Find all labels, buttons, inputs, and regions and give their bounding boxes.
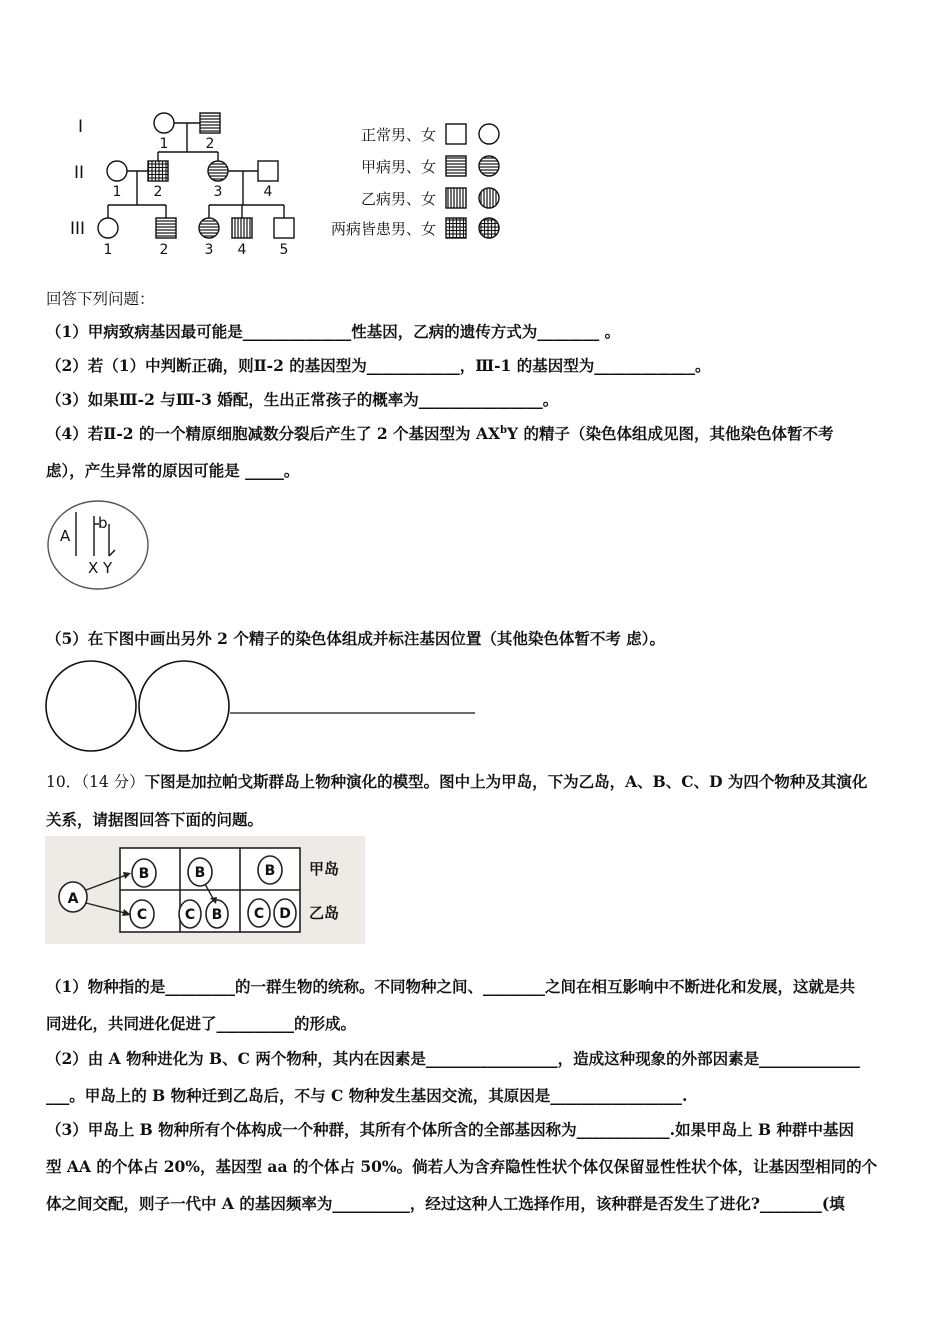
q9-part4: （4）若Ⅱ-2 的一个精原细胞减数分裂后产生了 2 个基因型为 $AX^bY$ 的精子（染色体组成见图，其他染色体暂不考 bbox=[46, 424, 834, 443]
species-D: D bbox=[279, 906, 291, 922]
ind-number: 2 bbox=[205, 136, 215, 152]
blank-cell-1[interactable] bbox=[46, 661, 136, 751]
I-2-male-disease-a bbox=[200, 113, 220, 133]
species-C: C bbox=[184, 907, 196, 923]
III-2-male-disease-a bbox=[156, 218, 176, 238]
chromosome-xy-label: X Y bbox=[88, 559, 113, 577]
drawing-area bbox=[44, 656, 480, 756]
q10-part2-line1: （2）由 A 物种进化为 B、C 两个物种，其内在因素是_________________，造成这种现象的外部因素是_____________ bbox=[46, 1049, 860, 1068]
blank-cell-2[interactable] bbox=[139, 661, 229, 751]
II-4-male-normal bbox=[258, 161, 278, 181]
ind-number: 1 bbox=[159, 136, 169, 152]
q9-part3: （3）如果Ⅲ-2 与Ⅲ-3 婚配，生出正常孩子的概率为________________。 bbox=[46, 390, 559, 409]
q9-intro: 回答下列问题： bbox=[46, 290, 155, 308]
legend-normal: 正常男、女 bbox=[360, 126, 436, 144]
species-C: C bbox=[136, 907, 148, 923]
sperm-cell-figure bbox=[46, 498, 152, 592]
gene-A-label: A bbox=[60, 527, 71, 545]
gen-label: II bbox=[74, 163, 85, 183]
ind-number: 2 bbox=[153, 184, 163, 200]
III-1-female-normal bbox=[98, 218, 118, 238]
ind-number: 4 bbox=[263, 184, 273, 200]
I-1-female-normal bbox=[154, 113, 174, 133]
gene-b-label: b bbox=[98, 514, 108, 532]
III-4-male-disease-b bbox=[232, 218, 252, 238]
island-bottom-label: 乙岛 bbox=[309, 904, 340, 922]
q9-part1: （1）甲病致病基因最可能是______________性基因，乙病的遗传方式为________ 。 bbox=[46, 322, 621, 341]
q10-stem-line1: 10．（14 分）下图是加拉帕戈斯群岛上物种演化的模型。图中上为甲岛，下为乙岛，A、B、C、D 为四个物种及其演化 bbox=[46, 772, 868, 791]
ind-number: 5 bbox=[279, 242, 289, 258]
q10-part1-line1: （1）物种指的是_________的一群生物的统称。不同物种之间、________之间在相互影响中不断进化和发展，这就是共 bbox=[46, 977, 856, 996]
III-5-male-normal bbox=[274, 218, 294, 238]
q10-part3-line1: （3）甲岛上 B 物种所有个体构成一个种群，其所有个体所含的全部基因称为____________.如果甲岛上 B 种群中基因 bbox=[46, 1120, 854, 1139]
II-1-female-normal bbox=[107, 161, 127, 181]
gen-label: III bbox=[70, 219, 86, 239]
q10-part3-line2: 型 AA 的个体占 20%，基因型 aa 的个体占 50%。倘若人为含弃隐性性状个体仅保留显性性状个体，让基因型相同的个 bbox=[46, 1157, 878, 1176]
ind-number: 4 bbox=[237, 242, 247, 258]
species-B: B bbox=[211, 907, 223, 923]
legend-both: 两病皆患男、女 bbox=[330, 220, 436, 238]
ind-number: 1 bbox=[103, 242, 113, 258]
gen-label: I bbox=[78, 117, 84, 137]
II-2-male-both bbox=[148, 161, 168, 181]
legend-disease-b: 乙病男、女 bbox=[360, 190, 436, 208]
island-top-label: 甲岛 bbox=[309, 860, 340, 878]
pedigree-figure bbox=[60, 100, 510, 260]
q10-part3-line3: 体之间交配，则子一代中 A 的基因频率为__________，经过这种人工选择作用，该种群是否发生了进化?________(填 bbox=[46, 1194, 845, 1213]
q10-part2-line2: ___。甲岛上的 B 物种迁到乙岛后，不与 C 物种发生基因交流，其原因是_________________. bbox=[46, 1086, 688, 1105]
III-3-female-disease-a bbox=[199, 218, 219, 238]
q10-stem-line2: 关系，请据图回答下面的问题。 bbox=[46, 810, 264, 829]
legend-disease-a: 甲病男、女 bbox=[360, 158, 436, 176]
q9-part5: （5）在下图中画出另外 2 个精子的染色体组成并标注基因位置（其他染色体暂不考 虑）。 bbox=[46, 629, 666, 648]
species-evolution-figure bbox=[45, 836, 365, 944]
species-B: B bbox=[138, 866, 150, 882]
ind-number: 3 bbox=[213, 184, 223, 200]
ind-number: 2 bbox=[159, 242, 169, 258]
species-C: C bbox=[253, 906, 265, 922]
ind-number: 1 bbox=[112, 184, 122, 200]
q9-part4-cont: 虑），产生异常的原因可能是 _____。 bbox=[46, 461, 300, 480]
q9-part2: （2）若（1）中判断正确，则Ⅱ-2 的基因型为____________，Ⅲ-1 的基因型为_____________。 bbox=[46, 356, 711, 375]
species-B: B bbox=[194, 865, 206, 881]
ind-number: 3 bbox=[204, 242, 214, 258]
q10-part1-line2: 同进化，共同进化促进了__________的形成。 bbox=[46, 1014, 357, 1033]
species-A: A bbox=[67, 891, 79, 907]
species-B: B bbox=[264, 863, 276, 879]
II-3-female-disease-a bbox=[208, 161, 228, 181]
